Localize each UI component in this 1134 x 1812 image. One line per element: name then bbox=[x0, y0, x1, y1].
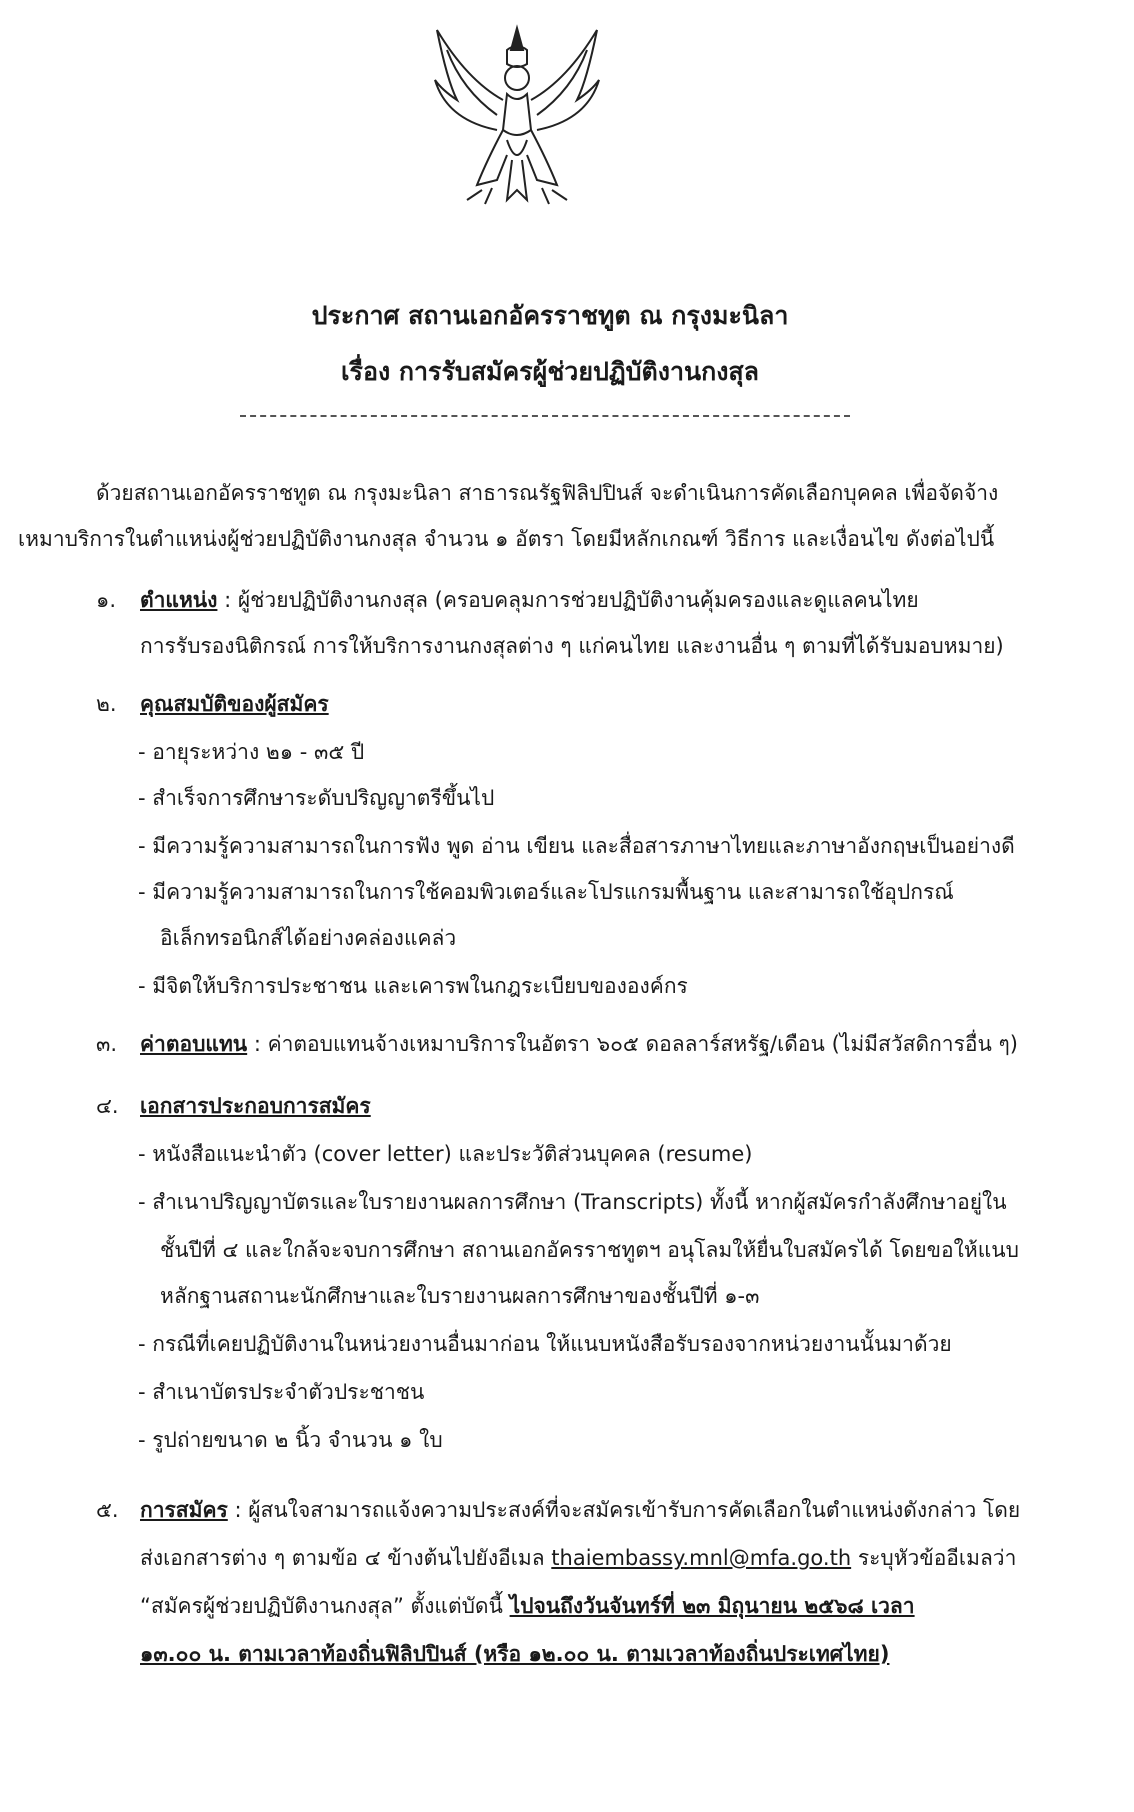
email-link[interactable]: thaiembassy.mnl@mfa.go.th bbox=[551, 1546, 852, 1570]
section-5-continuation-3 bbox=[140, 1642, 889, 1667]
list-item: - หนังสือแนะนำตัว (cover letter) และประวัติส่วนบุคคล (resume) bbox=[138, 1142, 753, 1166]
section-number: ๕. bbox=[96, 1498, 119, 1522]
section-2 bbox=[96, 692, 329, 717]
section-4 bbox=[96, 1094, 371, 1119]
list-item: - มีความรู้ความสามารถในการฟัง พูด อ่าน เขียน และสื่อสารภาษาไทยและภาษาอังกฤษเป็นอย่างดี bbox=[138, 834, 1015, 858]
list-item: - สำเนาปริญญาบัตรและใบรายงานผลการศึกษา (Transcripts) ทั้งนี้ หากผู้สมัครกำลังศึกษาอยู่ใน bbox=[138, 1190, 1007, 1214]
dashed-divider bbox=[240, 415, 850, 417]
section-3 bbox=[96, 1032, 1018, 1057]
list-item: - รูปถ่ายขนาด ๒ นิ้ว จำนวน ๑ ใบ bbox=[138, 1428, 443, 1452]
list-item: - สำเนาบัตรประจำตัวประชาชน bbox=[138, 1380, 425, 1404]
list-item: - อายุระหว่าง ๒๑ - ๓๕ ปี bbox=[138, 740, 365, 764]
list-item: - มีความรู้ความสามารถในการใช้คอมพิวเตอร์และโปรแกรมพื้นฐาน และสามารถใช้อุปกรณ์ bbox=[138, 880, 954, 904]
section-number: ๔. bbox=[96, 1094, 119, 1118]
section-5-continuation-1 bbox=[140, 1546, 1016, 1571]
deadline-text: ไปจนถึงวันจันทร์ที่ ๒๓ มิถุนายน ๒๕๖๘ เวลา bbox=[509, 1594, 915, 1618]
section-text: : ค่าตอบแทนจ้างเหมาบริการในอัตรา ๖๐๕ ดอลลาร์สหรัฐ/เดือน (ไม่มีสวัสดิการอื่น ๆ) bbox=[247, 1032, 1018, 1056]
section-text: : ผู้สนใจสามารถแจ้งความประสงค์ที่จะสมัครเข้ารับการคัดเลือกในตำแหน่งดังกล่าว โดย bbox=[227, 1498, 1021, 1522]
continuation-text: ระบุหัวข้ออีเมลว่า bbox=[851, 1546, 1017, 1570]
section-text: : ผู้ช่วยปฏิบัติงานกงสุล (ครอบคลุมการช่วยปฏิบัติงานคุ้มครองและดูแลคนไทย bbox=[217, 588, 919, 612]
list-item-continuation: อิเล็กทรอนิกส์ได้อย่างคล่องแคล่ว bbox=[160, 926, 457, 950]
deadline-time-text: ๑๓.๐๐ น. ตามเวลาท้องถิ่นฟิลิปปินส์ (หรือ ๑๒.๐๐ น. ตามเวลาท้องถิ่นประเทศไทย) bbox=[140, 1642, 890, 1666]
section-5-continuation-2 bbox=[140, 1594, 915, 1619]
intro-line-1: ด้วยสถานเอกอัครราชทูต ณ กรุงมะนิลา สาธารณรัฐฟิลิปปินส์ จะดำเนินการคัดเลือกบุคคล เพื่อจัดจ้าง bbox=[96, 481, 999, 505]
section-heading: เอกสารประกอบการสมัคร bbox=[140, 1094, 371, 1118]
list-item: - กรณีที่เคยปฏิบัติงานในหน่วยงานอื่นมาก่อน ให้แนบหนังสือรับรองจากหน่วยงานนั้นมาด้วย bbox=[138, 1332, 952, 1356]
section-heading: ตำแหน่ง bbox=[140, 588, 218, 612]
announcement-subject: เรื่อง การรับสมัครผู้ช่วยปฏิบัติงานกงสุล bbox=[340, 357, 759, 386]
section-1-continuation: การรับรองนิติกรณ์ การให้บริการงานกงสุลต่าง ๆ แก่คนไทย และงานอื่น ๆ ตามที่ได้รับมอบหมาย) bbox=[140, 634, 1004, 658]
section-heading: คุณสมบัติของผู้สมัคร bbox=[140, 692, 329, 716]
section-heading: การสมัคร bbox=[140, 1498, 228, 1522]
section-5 bbox=[96, 1498, 1020, 1523]
section-1 bbox=[96, 588, 919, 613]
announcement-title: ประกาศ สถานเอกอัครราชทูต ณ กรุงมะนิลา bbox=[311, 301, 789, 330]
list-item-continuation: ชั้นปีที่ ๔ และใกล้จะจบการศึกษา สถานเอกอัครราชทูตฯ อนุโลมให้ยื่นใบสมัครได้ โดยขอให้แนบ bbox=[160, 1238, 1019, 1262]
section-number: ๓. bbox=[96, 1032, 118, 1056]
garuda-emblem-icon bbox=[427, 20, 607, 210]
intro-line-2: เหมาบริการในตำแหน่งผู้ช่วยปฏิบัติงานกงสุล จำนวน ๑ อัตรา โดยมีหลักเกณฑ์ วิธีการ และเงื่อนไข ดังต่อไปนี้ bbox=[18, 527, 995, 551]
list-item: - มีจิตให้บริการประชาชน และเคารพในกฎระเบียบขององค์กร bbox=[138, 974, 688, 998]
section-number: ๑. bbox=[96, 588, 117, 612]
list-item: - สำเร็จการศึกษาระดับปริญญาตรีขึ้นไป bbox=[138, 786, 495, 810]
section-number: ๒. bbox=[96, 692, 117, 716]
list-item-continuation: หลักฐานสถานะนักศึกษาและใบรายงานผลการศึกษาของชั้นปีที่ ๑-๓ bbox=[160, 1284, 760, 1308]
continuation-text: ส่งเอกสารต่าง ๆ ตามข้อ ๔ ข้างต้นไปยังอีเมล bbox=[140, 1546, 552, 1570]
continuation-text: “สมัครผู้ช่วยปฏิบัติงานกงสุล” ตั้งแต่บัดนี้ bbox=[140, 1594, 510, 1618]
section-heading: ค่าตอบแทน bbox=[140, 1032, 248, 1056]
